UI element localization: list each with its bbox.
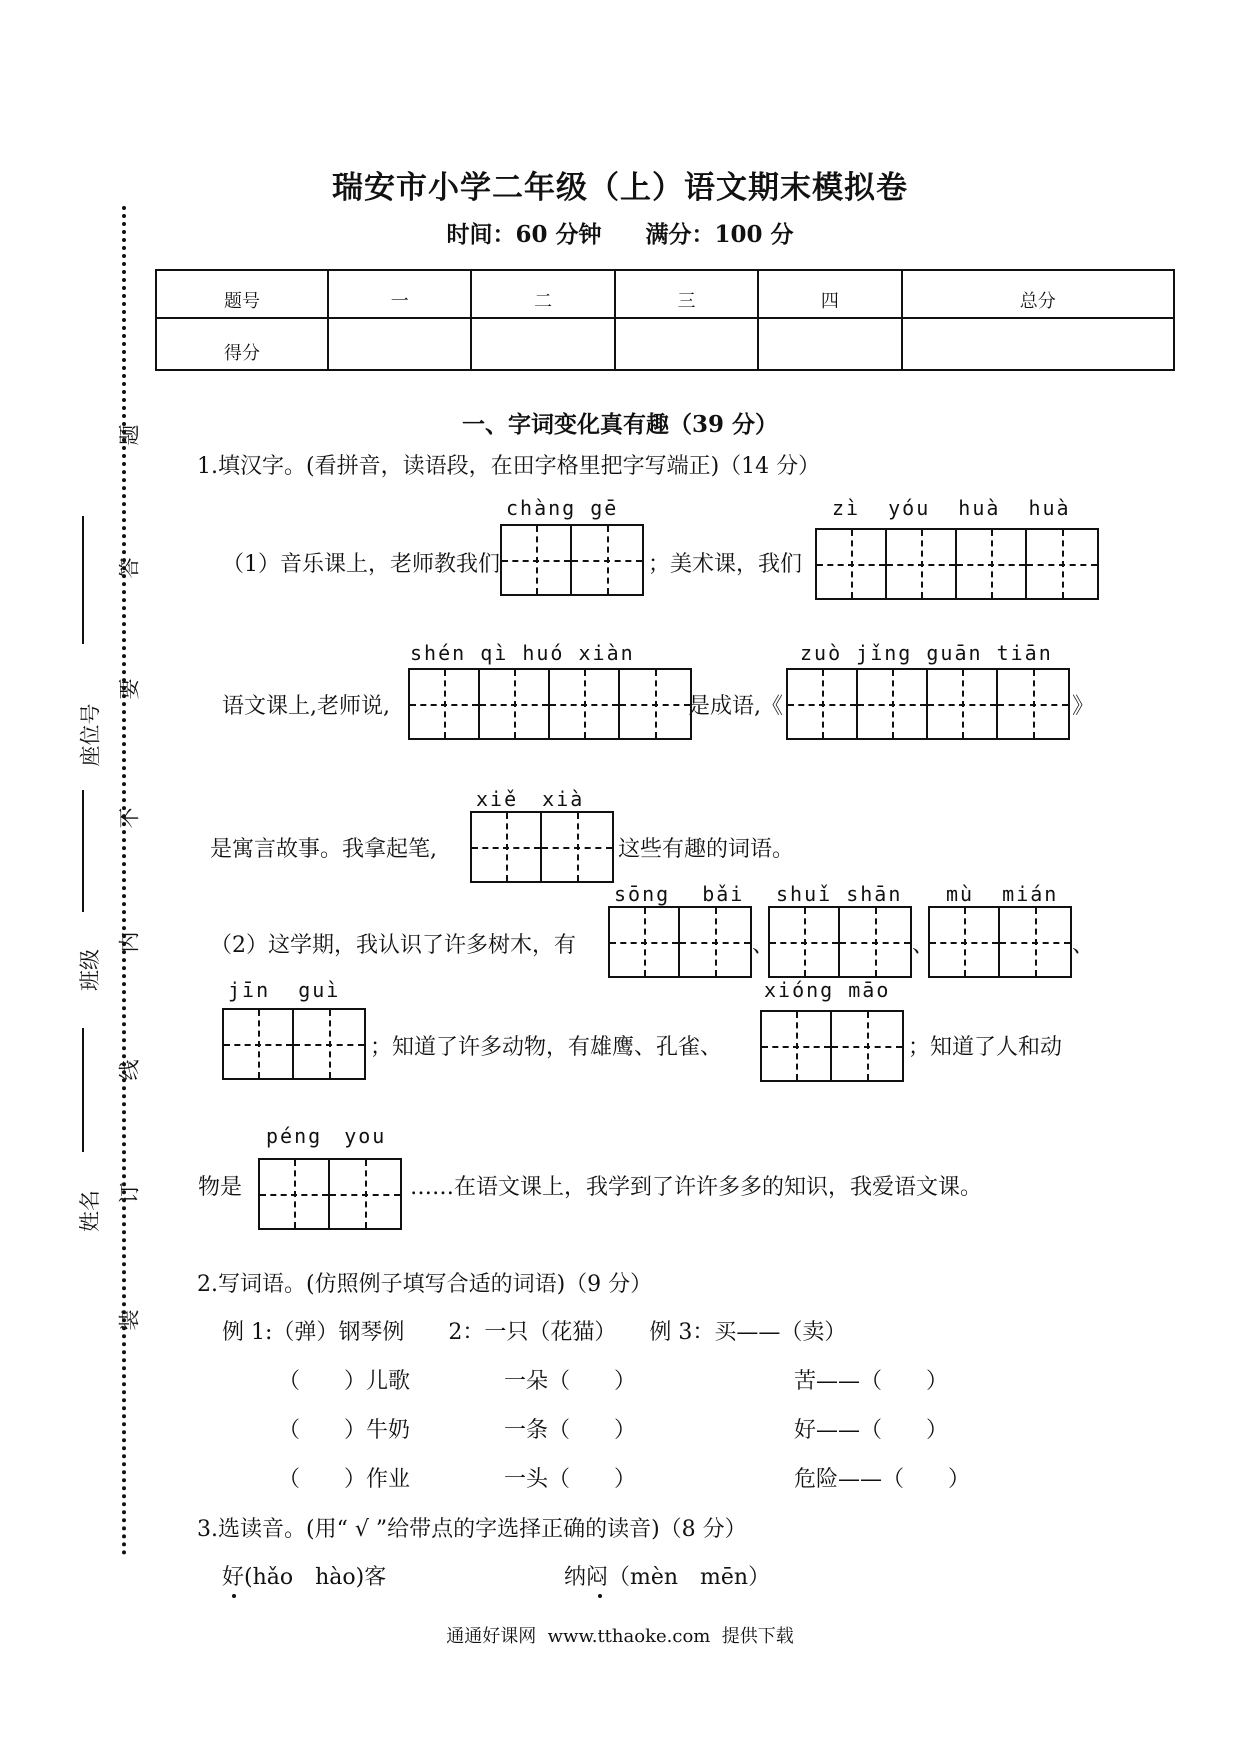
time-limit: 时间：60 分钟 — [446, 221, 602, 248]
score-cell-label: 题号 — [156, 270, 328, 318]
page-footer: 通通好课网 www.tthaoke.com 提供下载 — [446, 1626, 794, 1647]
q1-text: ；美术课，我们 — [648, 552, 803, 577]
q2-blank-item[interactable]: 苦——（ ） — [794, 1369, 949, 1394]
q2-examples: 例 1:（弹）钢琴例 2：一只（花猫） 例 3：买——（卖） — [222, 1320, 847, 1345]
pinyin-shuishan: shuǐ shān — [776, 882, 903, 906]
q1-text: 物是 — [198, 1175, 243, 1200]
pinyin-xiexia: xiě xià — [476, 787, 585, 811]
score-input-3[interactable] — [615, 318, 758, 370]
tianzige-ziyouhuahua[interactable] — [815, 528, 1099, 600]
fold-char: 内 — [117, 931, 142, 953]
score-table — [155, 269, 1175, 371]
tianzige-shenqihuoxian[interactable] — [408, 668, 692, 740]
pinyin-ziyouhuahua: zì yóu huà huà — [832, 496, 1071, 520]
tianzige-changge[interactable] — [500, 524, 644, 596]
q2-blank-item[interactable]: 一条（ ） — [504, 1418, 637, 1443]
tianzige-jingui[interactable] — [222, 1008, 366, 1080]
exam-title: 瑞安市小学二年级（上）语文期末模拟卷 — [332, 170, 908, 206]
q1-text: 》 — [1072, 694, 1095, 719]
score-cell-part-4: 四 — [758, 270, 901, 318]
class-label: 班级 — [78, 949, 102, 991]
q1-text: ；知道了人和动 — [908, 1035, 1063, 1060]
q3-item-namen[interactable]: 纳闷（mèn mēn） — [564, 1565, 771, 1590]
q1-text: ……在语文课上，我学到了许许多多的知识，我爱语文课。 — [410, 1175, 983, 1200]
fold-char: 答 — [117, 557, 142, 579]
tianzige-pengyou[interactable] — [258, 1158, 402, 1230]
section-1-title: 一、字词变化真有趣（39 分） — [461, 411, 778, 438]
q2-blank-item[interactable]: （ ）作业 — [278, 1467, 411, 1492]
exam-subtitle — [0, 216, 1240, 249]
pinyin-pengyou: péng you — [266, 1124, 387, 1148]
tianzige-mumian[interactable] — [928, 906, 1072, 978]
seat-number-line — [82, 516, 84, 644]
score-input-2[interactable] — [471, 318, 614, 370]
q2-blank-item[interactable]: 一头（ ） — [504, 1467, 637, 1492]
pinyin-jingui: jīn guì — [228, 978, 341, 1002]
name-line — [82, 1028, 84, 1152]
q1-separator: 、 — [912, 933, 935, 958]
question-2-title: 2.写词语。(仿照例子填写合适的词语)（9 分） — [197, 1272, 653, 1297]
score-table-score-row — [156, 318, 1174, 370]
q1-text: 是寓言故事。我拿起笔, — [210, 837, 437, 862]
class-line — [82, 790, 84, 912]
score-input-1[interactable] — [328, 318, 471, 370]
score-cell-part-1: 一 — [328, 270, 471, 318]
q2-blank-item[interactable]: （ ）牛奶 — [278, 1418, 411, 1443]
score-table-header-row — [156, 270, 1174, 318]
tianzige-shuishan[interactable] — [768, 906, 912, 978]
question-1-title: 1.填汉字。(看拼音，读语段，在田字格里把字写端正)（14 分） — [197, 454, 821, 479]
pinyin-songbai: sōng bǎi — [614, 882, 745, 906]
pinyin-mumian: mù mián — [946, 882, 1059, 906]
q1-text: （2）这学期，我认识了许多树木，有 — [210, 933, 576, 958]
fold-char: 装 — [117, 1309, 142, 1331]
fold-char: 订 — [117, 1182, 142, 1204]
pinyin-zuojingguantian: zuò jǐng guān tiān — [800, 641, 1053, 665]
tianzige-xiongmao[interactable] — [760, 1010, 904, 1082]
q2-blank-item[interactable]: 一朵（ ） — [504, 1369, 637, 1394]
name-label: 姓名 — [78, 1190, 102, 1232]
score-input-4[interactable] — [758, 318, 901, 370]
tianzige-zuojingguantian[interactable] — [786, 668, 1070, 740]
score-cell-total: 总分 — [902, 270, 1175, 318]
q1-text: 语文课上,老师说, — [222, 694, 390, 719]
q1-text: 这些有趣的词语。 — [618, 837, 795, 862]
fold-char: 要 — [117, 678, 142, 700]
tianzige-songbai[interactable] — [608, 906, 752, 978]
emphasis-dot — [598, 1594, 602, 1598]
tianzige-xiexia[interactable] — [470, 811, 614, 883]
score-cell-part-2: 二 — [471, 270, 614, 318]
q1-text: （1）音乐课上，老师教我们 — [222, 552, 500, 577]
score-input-total[interactable] — [902, 318, 1175, 370]
q3-item-haoke[interactable]: 好(hǎo hào)客 — [222, 1565, 387, 1590]
q2-blank-item[interactable]: （ ）儿歌 — [278, 1369, 411, 1394]
emphasis-dot — [232, 1594, 236, 1598]
q1-text: 是成语,《 — [688, 694, 783, 719]
pinyin-changge: chàng gē — [506, 496, 619, 520]
score-cell-part-3: 三 — [615, 270, 758, 318]
full-score: 满分：100 分 — [645, 221, 794, 248]
q1-separator: 、 — [752, 933, 775, 958]
fold-char: 线 — [117, 1059, 142, 1081]
pinyin-xiongmao: xióng māo — [764, 978, 891, 1002]
q1-text: ；知道了许多动物，有雄鹰、孔雀、 — [370, 1035, 723, 1060]
q2-blank-item[interactable]: 好——（ ） — [794, 1418, 949, 1443]
score-row-label: 得分 — [156, 318, 328, 370]
q2-blank-item[interactable]: 危险——（ ） — [794, 1467, 971, 1492]
seat-number-label: 座位号 — [78, 703, 103, 767]
fold-char: 题 — [117, 424, 142, 446]
question-3-title: 3.选读音。(用“ √ ”给带点的字选择正确的读音)（8 分） — [197, 1517, 747, 1542]
fold-char: 不 — [117, 807, 142, 829]
q1-separator: 、 — [1072, 933, 1095, 958]
pinyin-shenqihuoxian: shén qì huó xiàn — [410, 641, 635, 665]
